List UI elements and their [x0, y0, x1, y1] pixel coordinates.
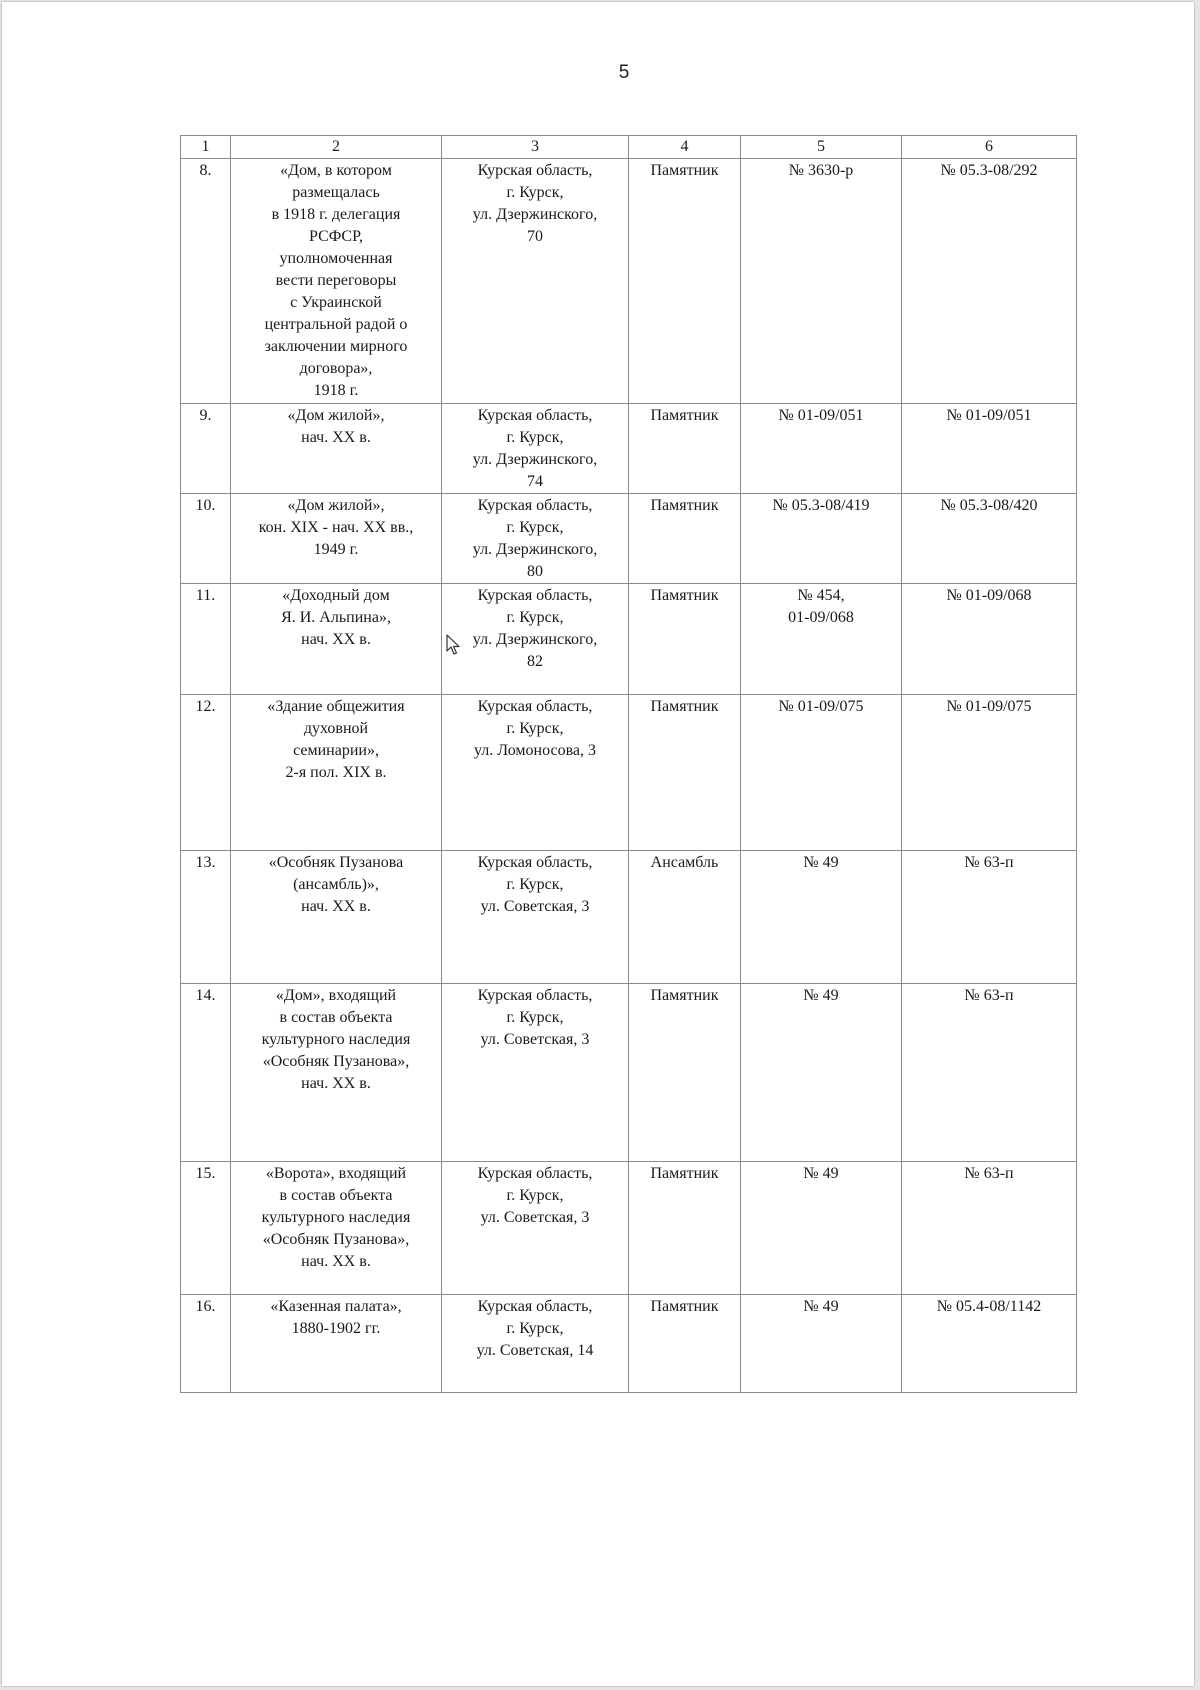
column-header-1: 1 — [181, 136, 231, 159]
object-address: Курская область, г. Курск, ул. Советская, 3 — [442, 984, 629, 1162]
document-number-1: № 01-09/051 — [741, 404, 902, 494]
row-number: 14. — [181, 984, 231, 1162]
object-type: Памятник — [629, 494, 741, 584]
object-name: «Казенная палата», 1880-1902 гг. — [231, 1295, 442, 1393]
document-number-2: № 01-09/068 — [902, 584, 1077, 695]
object-address: Курская область, г. Курск, ул. Дзержинского, 80 — [442, 494, 629, 584]
row-number: 15. — [181, 1162, 231, 1295]
document-number-2: № 05.4-08/1142 — [902, 1295, 1077, 1393]
table-row — [181, 1162, 1077, 1295]
object-type: Памятник — [629, 584, 741, 695]
object-type: Памятник — [629, 984, 741, 1162]
object-name: «Дом, в котором размещалась в 1918 г. делегация РСФСР, уполномоченная вести переговоры с Украинской центральной радой о заключении мирного договора», 1918 г. — [231, 159, 442, 404]
object-address: Курская область, г. Курск, ул. Ломоносова, 3 — [442, 695, 629, 851]
table-row — [181, 984, 1077, 1162]
object-address: Курская область, г. Курск, ул. Дзержинского, 74 — [442, 404, 629, 494]
table-row — [181, 1295, 1077, 1393]
column-header-3: 3 — [442, 136, 629, 159]
object-address: Курская область, г. Курск, ул. Дзержинского, 82 — [442, 584, 629, 695]
row-number: 16. — [181, 1295, 231, 1393]
table-row — [181, 851, 1077, 984]
object-address: Курская область, г. Курск, ул. Советская, 3 — [442, 851, 629, 984]
table-row — [181, 159, 1077, 404]
column-header-6: 6 — [902, 136, 1077, 159]
object-type: Памятник — [629, 1162, 741, 1295]
table-row — [181, 494, 1077, 584]
document-number-2: № 63-п — [902, 984, 1077, 1162]
object-type: Памятник — [629, 404, 741, 494]
row-number: 11. — [181, 584, 231, 695]
document-number-2: № 63-п — [902, 851, 1077, 984]
object-name: «Дом жилой», кон. XIX - нач. XX вв., 1949 г. — [231, 494, 442, 584]
object-address: Курская область, г. Курск, ул. Советская, 3 — [442, 1162, 629, 1295]
table-header-row — [181, 136, 1077, 159]
document-number-2: № 01-09/051 — [902, 404, 1077, 494]
row-number: 10. — [181, 494, 231, 584]
document-number-1: № 454, 01-09/068 — [741, 584, 902, 695]
document-number-1: № 01-09/075 — [741, 695, 902, 851]
document-page — [2, 2, 1194, 1686]
object-address: Курская область, г. Курск, ул. Советская, 14 — [442, 1295, 629, 1393]
object-type: Памятник — [629, 159, 741, 404]
row-number: 13. — [181, 851, 231, 984]
row-number: 8. — [181, 159, 231, 404]
column-header-2: 2 — [231, 136, 442, 159]
row-number: 12. — [181, 695, 231, 851]
table-row — [181, 404, 1077, 494]
document-number-1: № 49 — [741, 1295, 902, 1393]
document-number-2: № 01-09/075 — [902, 695, 1077, 851]
document-number-1: № 3630-р — [741, 159, 902, 404]
column-header-4: 4 — [629, 136, 741, 159]
table-row — [181, 584, 1077, 695]
object-name: «Здание общежития духовной семинарии», 2-я пол. XIX в. — [231, 695, 442, 851]
document-number-2: № 63-п — [902, 1162, 1077, 1295]
column-header-5: 5 — [741, 136, 902, 159]
row-number: 9. — [181, 404, 231, 494]
page-number: 5 — [618, 62, 630, 83]
mouse-pointer-icon — [446, 634, 460, 656]
object-name: «Доходный дом Я. И. Альпина», нач. XX в. — [231, 584, 442, 695]
document-number-2: № 05.3-08/420 — [902, 494, 1077, 584]
document-number-1: № 49 — [741, 1162, 902, 1295]
object-name: «Особняк Пузанова (ансамбль)», нач. XX в. — [231, 851, 442, 984]
object-type: Памятник — [629, 695, 741, 851]
object-name: «Дом жилой», нач. XX в. — [231, 404, 442, 494]
object-type: Памятник — [629, 1295, 741, 1393]
object-name: «Дом», входящий в состав объекта культурного наследия «Особняк Пузанова», нач. XX в. — [231, 984, 442, 1162]
object-name: «Ворота», входящий в состав объекта культурного наследия «Особняк Пузанова», нач. XX в. — [231, 1162, 442, 1295]
table-row — [181, 695, 1077, 851]
document-number-1: № 49 — [741, 984, 902, 1162]
document-number-1: № 05.3-08/419 — [741, 494, 902, 584]
document-number-1: № 49 — [741, 851, 902, 984]
object-address: Курская область, г. Курск, ул. Дзержинского, 70 — [442, 159, 629, 404]
object-type: Ансамбль — [629, 851, 741, 984]
document-number-2: № 05.3-08/292 — [902, 159, 1077, 404]
heritage-registry-table — [180, 135, 1077, 1393]
